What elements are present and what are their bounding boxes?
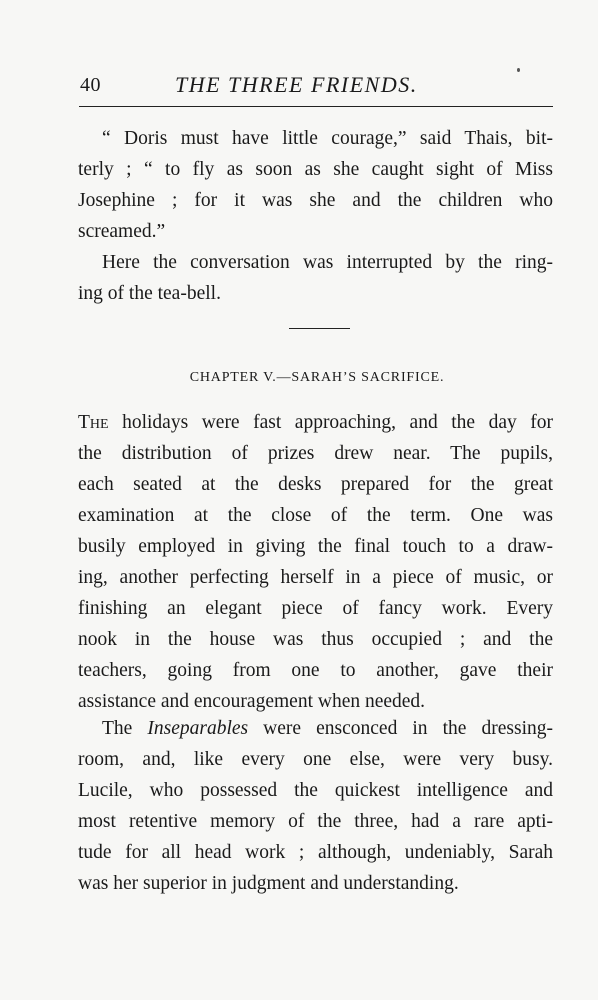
text-fragment: The — [102, 718, 148, 739]
text-line — [78, 713, 553, 744]
text-line: Josephine ; for it was she and the children who — [78, 190, 553, 211]
text-fragment: were ensconced in the dressing- — [248, 718, 553, 739]
text-line: terly ; “ to fly as soon as she caught sight of Miss — [78, 159, 553, 180]
paragraph-holidays — [78, 407, 553, 717]
ink-speck — [517, 68, 520, 72]
paragraph-inseparables — [78, 713, 553, 899]
text-line: finishing an elegant piece of fancy work. Every — [78, 598, 553, 619]
paragraph-doris — [78, 123, 553, 247]
text-line — [78, 407, 553, 438]
italic-term: Inseparables — [147, 718, 249, 739]
section-divider — [289, 328, 350, 329]
text-line: screamed.” — [78, 221, 166, 242]
running-head — [80, 70, 552, 100]
page-number: 40 — [80, 74, 101, 96]
text-line: “ Doris must have little courage,” said Thais, bit- — [102, 128, 553, 149]
text-line: assistance and encouragement when needed. — [78, 691, 426, 712]
paragraph-tea-bell — [78, 247, 553, 309]
header-rule — [79, 106, 553, 107]
text-line: the distribution of prizes drew near. The pupils, — [78, 443, 553, 464]
text-line: Here the conversation was interrupted by the ring- — [102, 252, 553, 273]
text-line: teachers, going from one to another, gave their — [78, 660, 553, 681]
text-line: ing of the tea-bell. — [78, 283, 221, 304]
chapter-heading: CHAPTER V.—SARAH’S SACRIFICE. — [189, 370, 445, 385]
text-line: tude for all head work ; although, undeniably, Sarah — [78, 842, 553, 863]
text-line: nook in the house was thus occupied ; and the — [78, 629, 553, 650]
text-line: each seated at the desks prepared for the great — [78, 474, 553, 495]
text-line: ing, another perfecting herself in a piece of music, or — [78, 567, 553, 588]
text-line: Lucile, who possessed the quickest intelligence and — [78, 780, 553, 801]
text-line: examination at the close of the term. One was — [78, 505, 553, 526]
text-line: most retentive memory of the three, had a rare apti- — [78, 811, 553, 832]
text-line: was her superior in judgment and understanding. — [78, 873, 459, 894]
text-line-rest: holidays were fast approaching, and the day for — [108, 412, 553, 433]
drop-word: The — [78, 412, 109, 433]
running-title: THE THREE FRIENDS. — [175, 72, 418, 97]
text-line: room, and, like every one else, were very busy. — [78, 749, 553, 770]
text-line: busily employed in giving the final touch to a draw- — [78, 536, 553, 557]
